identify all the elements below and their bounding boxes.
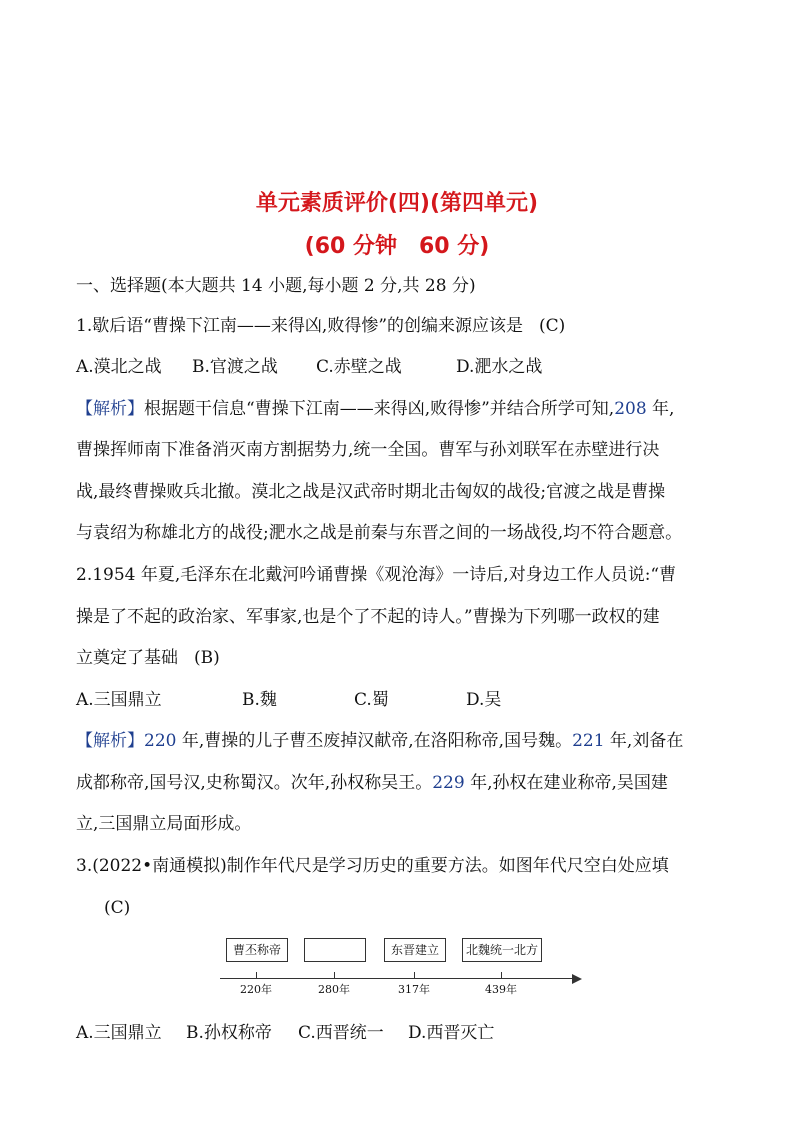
- q2-option-d: D.吴: [466, 690, 502, 710]
- q1-analysis-tag: 【解析】: [76, 399, 144, 419]
- timeline-axis: [220, 978, 572, 979]
- timeline-figure: [220, 938, 590, 998]
- q2-analysis-line-3: 立,三国鼎立局面形成。: [76, 814, 252, 834]
- q2-analysis-line-2: [76, 771, 726, 795]
- q2-analysis-text-2b: 年,孙权在建业称帝,吴国建: [464, 773, 668, 793]
- q1-analysis-text: 根据题干信息“曹操下江南——来得凶,败得惨”并结合所学可知,: [144, 399, 615, 419]
- q2-year-229: 229: [432, 773, 465, 793]
- q2-analysis-tag: 【解析】: [76, 731, 144, 751]
- q1-stem: [76, 314, 726, 338]
- timeline-box-4: 北魏统一北方: [462, 938, 542, 962]
- q1-options: [76, 355, 726, 379]
- q2-stem-line-2: 操是了不起的政治家、军事家,也是个了不起的诗人。”曹操为下列哪一政权的建: [76, 607, 660, 627]
- q1-analysis-line-1: [76, 397, 726, 421]
- timeline-year: 439年: [485, 983, 517, 996]
- q1-analysis-line-3: 战,最终曹操败兵北撤。漠北之战是汉武帝时期北击匈奴的战役;官渡之战是曹操: [76, 482, 666, 502]
- q1-answer: (C): [539, 316, 566, 336]
- page-subtitle: (60 分钟 60 分): [304, 234, 490, 259]
- timeline-arrow-icon: [572, 974, 582, 984]
- q1-option-b: B.官渡之战: [192, 357, 278, 377]
- timeline-year: 280年: [318, 983, 350, 996]
- page-title: 单元素质评价(四)(第四单元): [255, 191, 539, 216]
- q3-answer: (C): [104, 898, 131, 918]
- q3-option-a: A.三国鼎立: [76, 1023, 162, 1043]
- timeline-tick: [414, 972, 415, 979]
- timeline-box-blank: [304, 938, 366, 962]
- q2-analysis-line-1: [76, 729, 726, 753]
- section-heading: 一、选择题(本大题共 14 小题,每小题 2 分,共 28 分): [76, 276, 476, 296]
- q2-analysis-text: 年,曹操的儿子曹丕废掉汉献帝,在洛阳称帝,国号魏。: [176, 731, 573, 751]
- q2-year-220: 220: [144, 731, 177, 751]
- q2-analysis-text-2a: 成都称帝,国号汉,史称蜀汉。次年,孙权称吴王。: [76, 773, 433, 793]
- q1-option-c: C.赤壁之战: [316, 357, 402, 377]
- timeline-box-1: 曹丕称帝: [226, 938, 288, 962]
- q2-option-c: C.蜀: [354, 690, 389, 710]
- q2-answer: (B): [194, 648, 220, 668]
- q3-option-d: D.西晋灭亡: [408, 1023, 495, 1043]
- q1-stem-text: 1.歇后语“曹操下江南——来得凶,败得惨”的创编来源应该是: [76, 316, 524, 336]
- q2-option-a: A.三国鼎立: [76, 690, 162, 710]
- timeline-year: 220年: [240, 983, 272, 996]
- q1-option-d: D.淝水之战: [456, 357, 543, 377]
- timeline-box-3: 东晋建立: [384, 938, 446, 962]
- q1-option-a: A.漠北之战: [76, 357, 162, 377]
- timeline-year: 317年: [398, 983, 430, 996]
- q1-analysis-text-tail: 年,: [646, 399, 675, 419]
- q2-stem-line-1: 2.1954 年夏,毛泽东在北戴河吟诵曹操《观沧海》一诗后,对身边工作人员说:“曹: [76, 565, 677, 585]
- q2-options: [76, 688, 726, 712]
- q1-analysis-line-4: 与袁绍为称雄北方的战役;淝水之战是前秦与东晋之间的一场战役,均不符合题意。: [76, 523, 683, 543]
- q1-year-208: 208: [614, 399, 647, 419]
- q3-options: [76, 1021, 726, 1045]
- q2-stem-text: 立奠定了基础: [76, 648, 178, 668]
- q2-year-221: 221: [572, 731, 605, 751]
- q2-stem-line-3: [76, 646, 726, 670]
- q3-option-c: C.西晋统一: [298, 1023, 384, 1043]
- q2-option-b: B.魏: [242, 690, 277, 710]
- q3-option-b: B.孙权称帝: [186, 1023, 272, 1043]
- timeline-tick: [256, 972, 257, 979]
- q1-analysis-line-2: 曹操挥师南下准备消灭南方割据势力,统一全国。曹军与孙刘联军在赤壁进行决: [76, 440, 660, 460]
- timeline-tick: [501, 972, 502, 979]
- q2-analysis-text-tail: 年,刘备在: [604, 731, 684, 751]
- timeline-tick: [334, 972, 335, 979]
- q3-stem-line-1: 3.(2022•南通模拟)制作年代尺是学习历史的重要方法。如图年代尺空白处应填: [76, 856, 669, 876]
